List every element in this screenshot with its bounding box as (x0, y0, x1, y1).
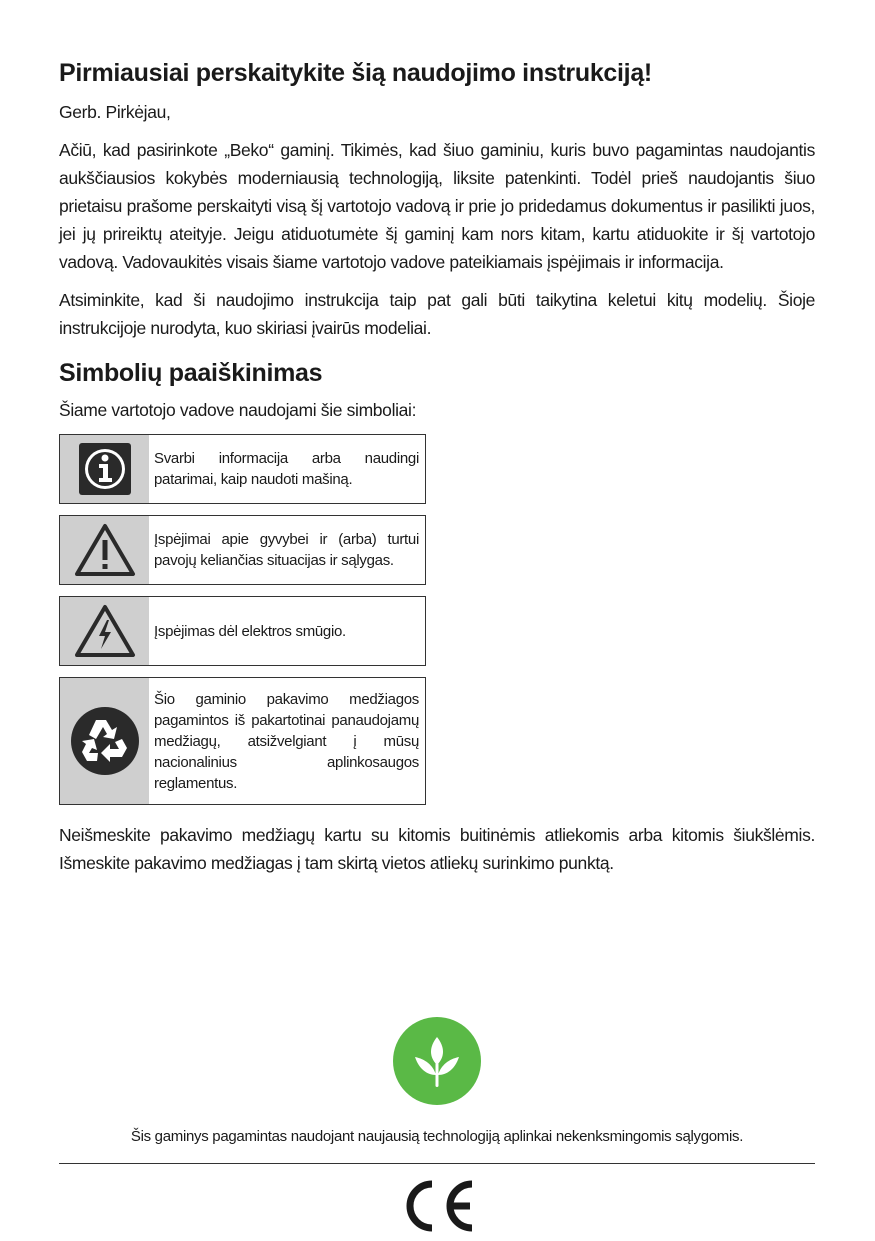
manual-page (59, 56, 815, 887)
symbol-row-electric (59, 596, 426, 666)
greeting: Gerb. Pirkėjau, (59, 102, 171, 122)
eco-note: Šis gaminys pagamintas naudojant naujausią technologiją aplinkai nekenksmingomis sąlygomis. (130, 1128, 744, 1145)
warning-icon (60, 516, 149, 584)
intro-paragraph: Ačiū, kad pasirinkote „Beko“ gaminį. Tikimės, kad šiuo gaminiu, kuris buvo pagamintas naudojantis aukščiausios kokybės moderniausią technologiją, liksite patenkinti. Todėl prieš naudojantis šiuo prietaisu prašome perskaityti visą šį vartotojo vadovą ir prie jo pridedamus dokumentus ir pasilikti juos, jei jų prireiktų ateityje. Jeigu atiduotumėte šį gaminį kam nors kitam, kartu atiduokite ir šį vartotojo vadovą. Vadovaukitės visais šiame vartotojo vadove pateikiamais įspėjimais ir informacija. (59, 140, 815, 272)
symbol-text: Įspėjimai apie gyvybei ir (arba) turtui pavojų keliančias situacijas ir sąlygas. (154, 531, 419, 569)
symbol-text: Įspėjimas dėl elektros smūgio. (154, 622, 346, 640)
recycle-icon (60, 678, 149, 804)
page-title: Pirmiausiai perskaitykite šią naudojimo instrukciją! (59, 59, 652, 87)
symbol-row-warning (59, 515, 426, 585)
ce-mark-icon (398, 1178, 476, 1234)
info-icon (60, 435, 149, 503)
electric-shock-icon (60, 597, 149, 665)
symbol-text: Šio gaminio pakavimo medžiagos pagamintos iš pakartotinai panaudojamų medžiagų, atsižvelgiant į mūsų nacionalinius aplinkosaugos reglamentus. (154, 690, 419, 792)
symbols-intro: Šiame vartotojo vadove naudojami šie simboliai: (59, 400, 417, 420)
models-paragraph: Atsiminkite, kad ši naudojimo instrukcija taip pat gali būti taikytina keletui kitų modelių. Šioje instrukcijoje nurodyta, kuo skiriasi įvairūs modeliai. (59, 290, 815, 338)
symbol-text: Svarbi informacija arba naudingi patarimai, kaip naudoti mašiną. (154, 450, 419, 488)
footer-divider (59, 1163, 815, 1164)
symbol-row-recycle (59, 677, 426, 805)
symbols-heading: Simbolių paaiškinimas (59, 359, 323, 387)
symbols-table (59, 434, 426, 805)
symbol-row-info (59, 434, 426, 504)
disposal-paragraph: Neišmeskite pakavimo medžiagų kartu su kitomis buitinėmis atliekomis arba kitomis šiukšlėmis. Išmeskite pakavimo medžiagas į tam skirtą vietos atliekų surinkimo punktą. (59, 825, 815, 873)
eco-leaf-icon (393, 1017, 481, 1105)
